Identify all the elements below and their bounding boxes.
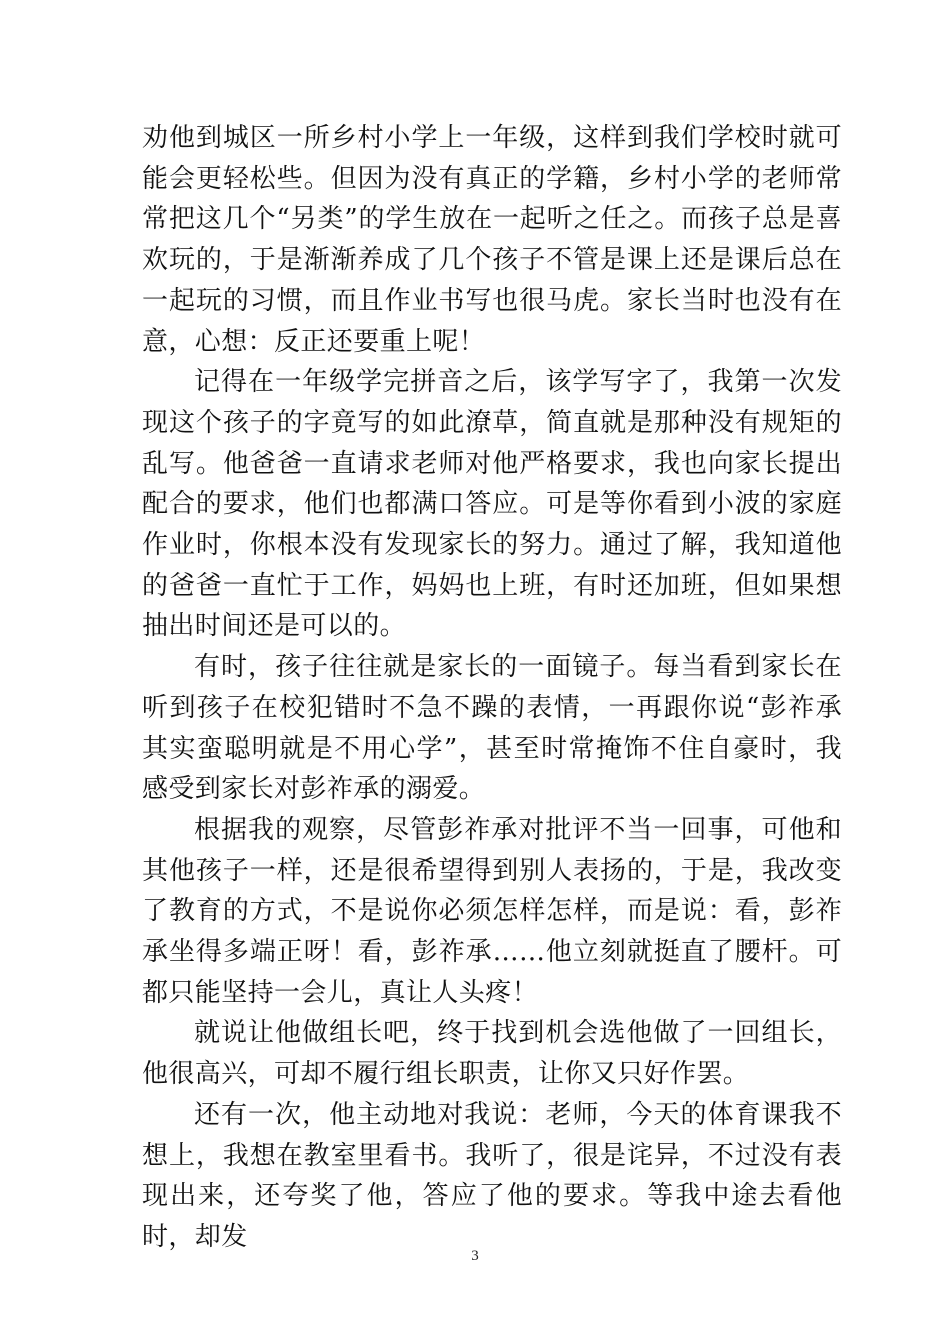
paragraph-3: 有时，孩子往往就是家长的一面镜子。每当看到家长在听到孩子在校犯错时不急不躁的表情，一再跟你说“彭祚承其实蛮聪明就是不用心学”，甚至时常掩饰不住自豪时，我感受到家长对彭祚承的溺爱。: [142, 652, 842, 805]
paragraph-2: 记得在一年级学完拼音之后，该学写字了，我第一次发现这个孩子的字竟写的如此潦草，简直就是那种没有规矩的乱写。他爸爸一直请求老师对他严格要求，我也向家长提出配合的要求，他们也都满口答应。可是等你看到小波的家庭作业时，你根本没有发现家长的努力。通过了解，我知道他的爸爸一直忙于工作，妈妈也上班，有时还加班，但如果想抽出时间还是可以的。: [142, 367, 842, 642]
paragraph-4: 根据我的观察，尽管彭祚承对批评不当一回事，可他和其他孩子一样，还是很希望得到别人表扬的，于是，我改变了教育的方式，不是说你必须怎样怎样，而是说：看，彭祚承坐得多端正呀！看，彭祚承……他立刻就挺直了腰杆。可都只能坚持一会儿，真让人头疼！: [142, 814, 842, 1008]
page-number: 3: [471, 1248, 479, 1264]
paragraph-5: 就说让他做组长吧，终于找到机会选他做了一回组长，他很高兴，可却不履行组长职责，让你又只好作罢。: [142, 1018, 842, 1090]
paragraph-1: 劝他到城区一所乡村小学上一年级，这样到我们学校时就可能会更轻松些。但因为没有真正的学籍，乡村小学的老师常常把这几个“另类”的学生放在一起听之任之。而孩子总是喜欢玩的，于是渐渐养成了几个孩子不管是课上还是课后总在一起玩的习惯，而且作业书写也很马虎。家长当时也没有在意，心想：反正还要重上呢！: [142, 123, 842, 357]
paragraph-6: 还有一次，他主动地对我说：老师，今天的体育课我不想上，我想在教室里看书。我听了，很是诧异，不过没有表现出来，还夸奖了他，答应了他的要求。等我中途去看他时，却发: [142, 1099, 842, 1252]
body-text: [142, 118, 842, 1258]
